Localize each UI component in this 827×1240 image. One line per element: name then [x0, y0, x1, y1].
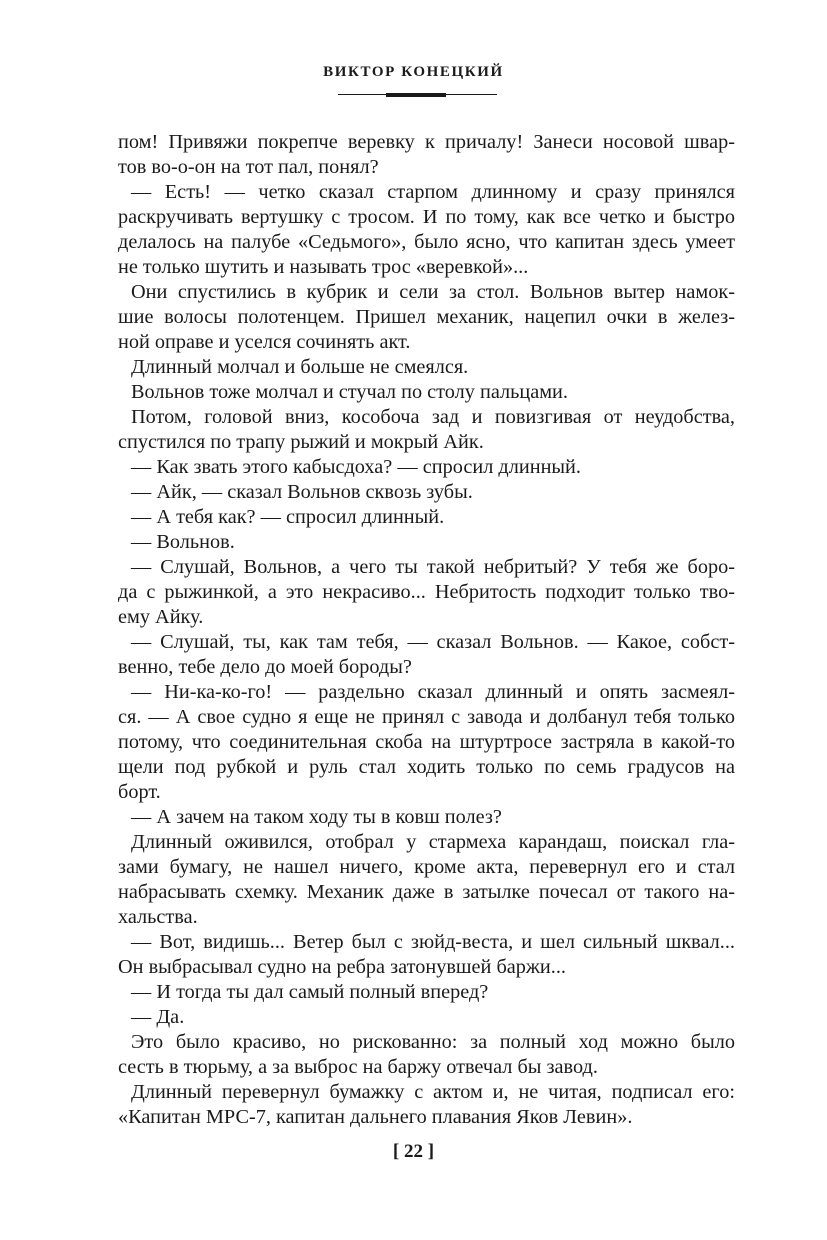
text-line: зами бумагу, не нашел ничего, кроме акта, перевернул его и стал	[118, 856, 735, 878]
text-line: «Капитан МРС-7, капитан дальнего плавания Яков Левин».	[118, 1106, 633, 1128]
text-line: венно, тебе дело до моей бороды?	[118, 656, 412, 678]
text-line: шие волосы полотенцем. Пришел механик, нацепил очки в желез-	[118, 306, 735, 328]
text-line: — Слушай, Вольнов, а чего ты такой небритый? У тебя же боро-	[131, 556, 735, 578]
paragraph	[118, 355, 735, 380]
paragraph	[118, 830, 735, 930]
paragraph	[118, 1030, 735, 1080]
page-number: [ 22 ]	[392, 1141, 435, 1162]
text-line: борт.	[118, 781, 161, 803]
text-line: раскручивать вертушку с тросом. И по тому, как все четко и быстро	[118, 206, 735, 228]
text-line: набрасывать схемку. Механик даже в затылке почесал от такого на-	[118, 881, 735, 903]
paragraph	[118, 930, 735, 980]
text-line: — Айк, — сказал Вольнов сквозь зубы.	[131, 481, 473, 503]
text-line: щели под рубкой и руль стал ходить только по семь градусов на	[118, 756, 735, 778]
paragraph	[118, 630, 735, 680]
paragraph	[118, 980, 735, 1005]
paragraph	[118, 1005, 735, 1030]
text-line: не только шутить и называть трос «веревкой»...	[118, 256, 529, 278]
paragraph	[118, 455, 735, 480]
paragraph	[118, 180, 735, 280]
text-line: потому, что соединительная скоба на штуртросе застряла в какой-то	[118, 731, 735, 753]
text-line: — А тебя как? — спросил длинный.	[131, 506, 445, 528]
paragraph	[118, 480, 735, 505]
text-line: Это было красиво, но рискованно: за полный ход можно было	[131, 1031, 735, 1053]
paragraph	[118, 805, 735, 830]
running-head-author: ВИКТОР КОНЕЦКИЙ	[323, 64, 504, 80]
header-rule-ornament	[386, 93, 446, 97]
text-line: тов во-о-он на тот пал, понял?	[118, 156, 379, 178]
text-line: ему Айку.	[118, 606, 204, 628]
text-line: — Ни-ка-ко-го! — раздельно сказал длинный и опять засмеял-	[131, 681, 735, 703]
paragraph	[118, 680, 735, 805]
paragraph	[118, 530, 735, 555]
text-line: Длинный перевернул бумажку с актом и, не читая, подписал его:	[131, 1081, 735, 1103]
text-line: Вольнов тоже молчал и стучал по столу пальцами.	[131, 381, 568, 403]
paragraph	[118, 405, 735, 455]
text-line: ся. — А свое судно я еще не принял с завода и долбанул тебя только	[118, 706, 735, 728]
text-line: Длинный оживился, отобрал у стармеха карандаш, поискал гла-	[131, 831, 735, 853]
paragraph	[118, 1080, 735, 1130]
text-line: спустился по трапу рыжий и мокрый Айк.	[118, 431, 484, 453]
paragraph	[118, 505, 735, 530]
text-line: Они спустились в кубрик и сели за стол. Вольнов вытер намок-	[131, 281, 735, 303]
paragraph	[118, 280, 735, 355]
text-line: — Да.	[131, 1006, 185, 1028]
text-line: ной оправе и уселся сочинять акт.	[118, 331, 411, 353]
text-line: Он выбрасывал судно на ребра затонувшей баржи...	[118, 956, 566, 978]
text-line: — Слушай, ты, как там тебя, — сказал Вольнов. — Какое, собст-	[131, 631, 735, 653]
text-line: — Вот, видишь... Ветер был с зюйд-веста, и шел сильный шквал...	[131, 931, 735, 953]
text-line: пом! Привяжи покрепче веревку к причалу! Занеси носовой швар-	[118, 131, 735, 153]
text-line: сесть в тюрьму, а за выброс на баржу отвечал бы завод.	[118, 1056, 598, 1078]
text-line: делалось на палубе «Седьмого», было ясно, что капитан здесь умеет	[118, 231, 735, 253]
text-line: Длинный молчал и больше не смеялся.	[131, 356, 469, 378]
paragraph	[118, 555, 735, 630]
paragraph	[118, 380, 735, 405]
text-line: Потом, головой вниз, кособоча зад и повизгивая от неудобства,	[131, 406, 735, 428]
body-text	[118, 130, 735, 1130]
text-line: — И тогда ты дал самый полный вперед?	[131, 981, 489, 1003]
text-line: — А зачем на таком ходу ты в ковш полез?	[131, 806, 502, 828]
text-line: — Есть! — четко сказал старпом длинному и сразу принялся	[131, 181, 735, 203]
text-line: — Вольнов.	[131, 531, 235, 553]
text-line: — Как звать этого кабысдоха? — спросил длинный.	[131, 456, 581, 478]
text-line: хальства.	[118, 906, 198, 928]
paragraph	[118, 130, 735, 180]
text-line: да с рыжинкой, а это некрасиво... Небритость подходит только тво-	[118, 581, 735, 603]
